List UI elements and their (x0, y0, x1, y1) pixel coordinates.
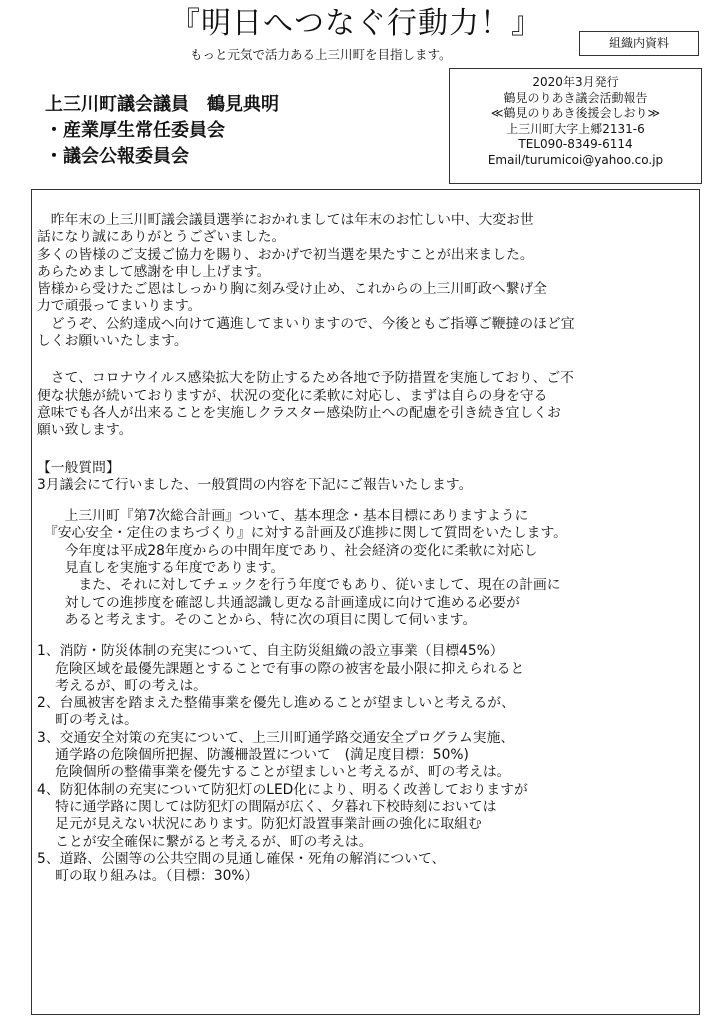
question-item-line: 危険区域を最優先課題とすることで有事の際の被害を最小限に抑えられると (37, 660, 525, 677)
spacer (37, 494, 665, 508)
general-question-heading: 【一般質問】 (37, 459, 120, 476)
address: 上三川町大字上郷2131-6 (506, 121, 645, 136)
plan-line: あると考えます。そのことから、特に次の項目に関して伺います。 (37, 611, 477, 628)
plan-line: 今年度は平成28年度からの中間年度であり、社会経済の変化に柔軟に対応し (37, 542, 538, 559)
internal-document-tag: 組織内資料 (579, 31, 699, 56)
email: Email/turumicoi@yahoo.co.jp (487, 152, 664, 167)
greeting-line: 皆様から受けたご恩はしっかり胸に刻み受け止め、これからの上三川町政へ繋げ全 (37, 281, 547, 298)
question-item-line: 町の取り組みは。（目標：30%） (37, 868, 259, 885)
general-question-intro: 3月議会にて行いました、一般質問の内容を下記にご報告いたします。 (37, 476, 473, 493)
greeting-line: あらためまして感謝を申し上げます。 (37, 263, 271, 280)
greeting-line: 多くの皆様のご支援ご協力を賜り、おかげで初当選を果たすことが出来ました。 (37, 246, 534, 263)
author-title-line (45, 92, 279, 118)
question-item-line: 通学路の危険個所把握、防護柵設置について (満足度目標：50%) (37, 747, 469, 764)
corona-line: 便な状態が続いておりますが、状況の変化に柔軟に対応し、まずは自らの身を守る (37, 387, 548, 404)
question-item-line: 特に通学路に関しては防犯灯の間隔が広く、夕暮れ下校時刻においては (37, 798, 497, 815)
corona-line: 願い致します。 (37, 422, 133, 439)
publish-date: 2020年3月発行 (532, 75, 619, 89)
question-item-line: 4、防犯体制の充実について防犯灯のLED化により、明るく改善しておりますが (37, 781, 528, 798)
spacer (37, 350, 665, 370)
corona-line: 意味でも各人が出来ることを実施しクラスター感染防止への配慮を引き続き宜しくお (37, 404, 561, 421)
greeting-line: 力で頑張ってまいります。 (37, 298, 202, 315)
question-item-line: 2、台風被害を踏まえた整備事業を優先し進めることが望ましいと考えるが、 (37, 695, 515, 712)
support-group: ≪鶴見のりあき後援会しおり≫ (490, 106, 661, 120)
spacer (37, 629, 665, 643)
question-item-line: 考えるが、町の考えは。 (37, 677, 207, 694)
plan-line: 見直しを実施する年度であります。 (37, 560, 285, 577)
plan-line: 対しての進捗度を確認し共通認識し更なる計画達成に向けて進める必要が (37, 594, 520, 611)
author-role: 上三川町議会議員 (45, 94, 189, 115)
committee-1: ・産業厚生常任委員会 (45, 120, 225, 141)
publication-info-box (449, 68, 702, 184)
question-item-line: 3、交通安全対策の充実について、上三川町通学路交通安全プログラム実施、 (37, 729, 515, 746)
question-item-line: 1、消防・防災体制の充実について、自主防災組織の設立事業（目標45%） (37, 643, 504, 660)
greeting-line: どうぞ、公約達成へ向けて邁進してまいりますので、今後ともご指導ご鞭撻のほど宜 (37, 315, 575, 332)
phone: TEL090-8349-6114 (518, 137, 633, 151)
committee-2: ・議会公報委員会 (45, 146, 189, 167)
question-item-line: 5、道路、公園等の公共空間の見通し確保・死角の解消について、 (37, 850, 446, 867)
author-block (45, 92, 279, 170)
plan-line: 上三川町『第7次総合計画』ついて、基本理念・基本目標にありますように (37, 508, 529, 525)
plan-line: 『安心安全・定住のまちづくり』に対する計画及び進捗に関して質問をいたします。 (37, 525, 567, 542)
page-title: 『明日へつなぐ行動力！』 (170, 6, 542, 41)
author-name: 鶴見典明 (207, 94, 279, 115)
page-subtitle: もっと元気で活力ある上三川町を目指します。 (190, 47, 452, 62)
spacer (37, 440, 665, 460)
question-item-line: 危険個所の整備事業を優先することが望ましいと考えるが、町の考えは。 (37, 764, 511, 781)
question-item-line: 足元が見えない状況にあります。防犯灯設置事業計画の強化に取組む (37, 816, 482, 833)
body-text (37, 212, 665, 885)
report-name: 鶴見のりあき議会活動報告 (503, 90, 648, 105)
greeting-line: 話になり誠にありがとうございました。 (37, 229, 286, 246)
greeting-line: しくお願いいたします。 (37, 333, 188, 350)
greeting-line: 昨年末の上三川町議会議員選挙におかれましては年末のお忙しい中、大変お世 (37, 212, 534, 228)
plan-line: また、それに対してチェックを行う年度でもあり、従いまして、現在の計画に (37, 577, 561, 594)
question-item-line: ことが安全確保に繋がると考えるが、町の考えは。 (37, 833, 373, 850)
corona-line: さて、コロナウイルス感染拡大を防止するため各地で予防措置を実施しており、ご不 (37, 370, 574, 387)
question-item-line: 町の考えは。 (37, 712, 138, 729)
